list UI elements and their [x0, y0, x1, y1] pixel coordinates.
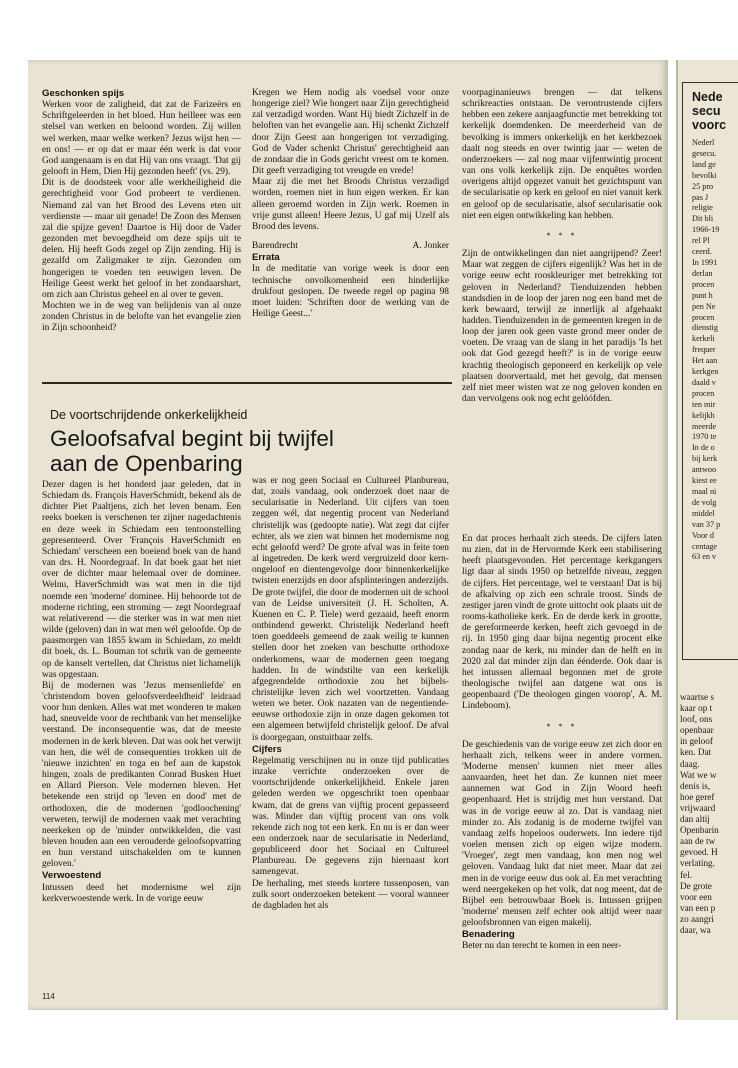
text-line: 25 pro — [692, 181, 714, 191]
text-line: procen — [692, 279, 715, 289]
text-line: daar, wa — [680, 924, 711, 935]
text-line: denis is, — [680, 780, 711, 791]
text-line: Openbarin — [680, 825, 719, 836]
paragraph: De geschiedenis van de vorige eeuw zet zich door en herhaalt zich, telkens weer in andere vormen. 'Moderne mensen' kunnen niet meer alles aanvaarden, heet het dan. Ze kunnen niet meer aannemen wat God in Zijn Woord heeft geopenbaard. Het is strijdig met hun verstand. Dat was in de vorige eeuw al zo. Dat is vandaag niet minder zo. Als zodanig is de moderne twijfel van vandaag zelfs hopeloos ouderwets. Inn iedere tijd voelen mensen zich op eigen wijze modern. 'Vroeger', zegt men vandaag, kon men nog wel geloven. Vandaag lukt dat niet meer. Maar dat zei men in de vorige eeuw dus ook al. En met verachting werd neergekeken op het volk, dat nog meent, dat de Bijbel een betrouwbaar Boek is. Intussen grijpen 'moderne' mensen zelf echter ook altijd weer naar geloofsbronnen van eigen makelij. — [462, 739, 662, 929]
section-separator: * * * — [546, 230, 578, 240]
adjacent-page — [676, 60, 738, 1020]
text-line: ten mir — [692, 399, 716, 409]
text-line: centage — [692, 541, 717, 551]
text-line: pen Ne — [692, 301, 716, 311]
text-line: daag. — [680, 758, 700, 769]
top-column-2 — [252, 88, 449, 424]
text-line: Nederl — [692, 138, 715, 147]
paragraph: Dezer dagen is het honderd jaar geleden, dat in Schiedam ds. François HaverSchmidt, bekend als de dichter Piet Paaltjens, zich het leven benam. Een reeks boeken is verschenen ter zijner nagedachtenis en deze week in Schiedam een tentoonstelling gepresenteerd. Over 'François HaverSchmidt en Schiedam' verscheen een boeiend boek van de hand van drs. H. Noordegraaf. In dat boek gaat het niet over de dichter maar helemaal over de dominee. Welnu, HaverSchmidt was wat men in die tijd noemde een 'moderne' dominee. Hij behoorde tot de moderne richting, een stroming — zegt Noordegraaf wat relativerend — die sterker was in wat men niet wilde (geloven) dan in wat men wél geloofde. Op de paasmorgen van 1855 kwam in Schiedam, zo meldt dit boek, ds. L. Bouman tot schrik van de gemeente op de kanselt vertellen, dat Christus niet lichamelijk was opgestaan. — [42, 480, 241, 680]
paragraph: En dat proces herhaalt zich steeds. De cijfers laten nu zien, dat in de Hervormde Kerk een stabilisering heeft plaatsgevonden. Het percentage kerkgangers ligt daar al sinds 1950 op hetzelfde niveau, zeggen de cijfers. Het percentage, wel te verstaan! Dat is bij de afkalving op zich een schrale troost. Sinds de zestiger jaren vindt de grote uittocht ook plaats uit de rooms-katholieke kerk. En de derde kerk in grootte, de gereformeerde kerken, heeft zich gevoegd in de rij. In 1950 ging daar bijna negentig procent elke zondag naar de kerk, nu minder dan de helft en in 2020 zal dat minder zijn dan éénderde. Ook daar is het intussen allemaal begonnen met de grote theologische twijfel aan datgene wat ons is geopenbaard ('De theologen gingen voorop', A. M. Lindeboom). — [462, 534, 662, 712]
section-heading: Geschonken spijs — [42, 88, 125, 99]
text-line: secu — [692, 104, 721, 118]
magazine-page — [28, 60, 668, 1010]
text-line: antwoo — [692, 465, 717, 475]
text-line: land ge — [692, 159, 716, 169]
text-line: 1966-19 — [692, 225, 720, 235]
text-line: maal ni — [692, 487, 717, 496]
article-column-2 — [252, 476, 449, 982]
text-line: daald v — [692, 377, 716, 387]
text-line: meerde — [692, 421, 717, 431]
article-column-1 — [42, 480, 241, 980]
paragraph: Maar zij die met het Broods Christus verzadigd worden, roemen niet in hun eigen werken. Er kan alleen geroemd worden in Zijn werk. Roemen in vrije gunst alleen! Heere Jezus, U gaf mij Uzelf als Brood des levens. — [252, 177, 449, 232]
text-line: bij kerk — [692, 454, 718, 464]
paragraph: Zijn de ontwikkelingen dan niet aangrijpend? Zeer! Maar wat zeggen de cijfers eigenlijk? Was het in de vorige eeuw echt rooskleuriger met betrekking tot geloven in Nederland? Tienduizenden hebben standsdien in de loop der jaren nog een band met de kerk bewaard, terwijl ze innerlijk al afgehaakt hadden. Tienduizenden in de gemeenten kregen in de loop der jaren ook geen vaste grond meer onder de voeten. De vraag van de slang in het paradijs 'Is het ook dat God gezegd heeft?' is in de vorige eeuw krachtig theologisch geponeerd en kerkelijk op vele plaatsen doorvertaald, met het gevolg, dat mensen zelf niet meer wisten wat ze nog geloven konden en dan vervolgens ook nog echt gelóófden. — [462, 249, 662, 405]
text-line: van 37 p — [692, 519, 721, 529]
text-line: voor een — [680, 891, 712, 902]
section-heading: Verwoestend — [42, 870, 102, 882]
text-line: pas J — [692, 192, 709, 202]
text-line: gevoed. H — [680, 847, 718, 858]
text-line: dan altij — [680, 814, 710, 825]
text-line: kerkeli — [692, 334, 715, 344]
text-line: punt h — [692, 290, 713, 300]
text-line: aan de tw — [680, 836, 716, 847]
paragraph: Kregen we Hem nodig als voedsel voor onze hongerige ziel? Wie hongert naar Zijn gerechtigheid zal verzadigd worden. Want Hij biedt Zichzelf in de beloften van het evangelie aan. Hij schenkt Zichzelf door Zijn Geest aan hongerigen tot verzadiging. God de Vader schenkt Christus' gerechtigheid aan de zondaar die in Gods gericht vreest om te komen. Dit geeft verzadiging tot vreugde en vrede! — [252, 88, 449, 177]
text-line: De grote — [680, 880, 712, 891]
paragraph: was er nog geen Sociaal en Cultureel Planbureau, dat, zoals vandaag, ook onderzoek doet naar de secularisatie in Nederland. Uit cijfers van toen zeggen wél, dat negentig procent van Nederland christelijk was (gedoopte natie). Wat zegt dat cijfer echter, als we zien wat binnen het modernisme nog echt geloofd werd? De grote afval was in feite toen al ingetreden. De kerk werd vergruizeld door kern-ongeloof en dientengevolge door binnenkerkelijke twisten enerzijds en door afsplinteringen anderzijds. De grote twijfel, die door de modernen uit de school van de Leidse universiteit (J. H. Scholten, A. Kuenen en C. P. Tiele) werd gezaaid, heeft enorm ontbindend gewerkt. Christelijk Nederland heeft toen goeddeels gemeend de zaak weilig te kunnen stellen door het zoeken van beschutte orthodoxe onderkomens, waar de modernen geen toegang hadden. In de windstilte van een kerkelijk afgegrendelde orthodoxie zou het bijbels-christelijke leven zich wel voortzetten. Vandaag weten we beter. Ook nazaten van de negentiende-eeuwse orthodoxie zijn in onze dagen gekomen tot een algemeen betwijfeld christelijk geloof. De afval is doorgegaan, onstuitbaar zelfs. — [252, 476, 449, 743]
text-line: Het aan — [692, 356, 718, 366]
article-headline: Geloofsafval begint bij twijfel aan de Openbaring — [50, 426, 334, 476]
paragraph: In de meditatie van vorige week is door een technische onvolkomenheid een hinderlijke drukfout geslopen. De tweede regel op pagina 98 moet luiden: 'Schriften door de werking van de Heilige Geest...' — [252, 264, 449, 319]
paragraph: Mochten we in de weg van belijdenis van al onze zonden Christus in de belofte van het evangelie zien in Zijn schoonheid? — [42, 300, 241, 334]
text-line: van een p — [680, 902, 716, 913]
paragraph: Beter nu dan terecht te komen in een neer- — [462, 941, 622, 952]
section-separator: * * * — [546, 721, 578, 731]
text-line: waartse s — [680, 692, 714, 702]
text-line: ceerd. — [692, 247, 712, 257]
signature-author: A. Jonker — [412, 241, 449, 252]
text-line: kiest ee — [692, 476, 717, 486]
text-line: vrijwaard — [680, 802, 716, 813]
text-line: hoe geref — [680, 791, 715, 802]
signature-place: Barendrecht — [252, 241, 298, 252]
paragraph: voorpaginanieuws brengen — dat telkens schrikreacties ontstaan. De verontrustende cijfers hebben een zekere aanjaagfunctie met betrekking tot kerkelijk doemdenken. De meerderheid van de bevolking is immers onkerkelijk en het kerkbezoek daalt nog steeds en over twintig jaar — weten de onderzoekers — zal nog maar vijfentwintig procent van ons volk kerkelijk zijn. De enquêtes worden overigens altijd opgezet vanuit het gezichtspunt van de secularisatie op kerk en geloof en niet vanuit kerk en geloof op de secularisatie, alsof secularisatie ook niet een eigen ontwikkeling kan hebben. — [462, 88, 662, 221]
text-line: 63 en v — [692, 552, 717, 562]
text-line: religie — [692, 203, 713, 213]
text-line: in geloof — [680, 736, 713, 747]
text-line: frequer — [692, 345, 716, 355]
paragraph: De herhaling, met steeds kortere tussenposen, van zulk soort onderzoeken betekent — vooral wanneer de dagbladen het als — [252, 878, 449, 911]
text-line: Voor d — [692, 530, 714, 540]
text-line: de volg — [692, 497, 717, 507]
text-line: procen — [692, 312, 715, 322]
text-line: procen — [692, 388, 715, 398]
sidebar-text — [692, 138, 720, 563]
text-line: Wat we w — [680, 769, 717, 780]
sidebar-heading — [692, 90, 726, 132]
text-line: derlan — [692, 268, 713, 278]
text-line: loof, ons — [680, 714, 713, 725]
text-line: middel — [692, 508, 715, 518]
text-line: verlating. — [680, 858, 715, 869]
article-kicker: De voortschrijdende onkerkelijkheid — [50, 408, 248, 422]
top-divider-rule — [42, 382, 452, 384]
text-line: bevolki — [692, 170, 717, 180]
section-heading: Cijfers — [252, 743, 282, 755]
paragraph: Bij de modernen was 'Jezus mensenliefde' en 'christendom boven geloofsverdeeldheid' leidraad voor hun denken. Alles wat met wonderen te maken had, sneuvelde voor de rechtbank van het menselijke verstand. De inconsequentie was, dat de meeste modernen in de kerk bleven. Dat was ook het verwijt van hen, die wél de consequenties trokken uit de 'nieuwe inzichten' en toga en bef aan de kapstok hingen, zoals de predikanten Conrad Busken Huet en Allard Pierson. Vele modernen bleven. Het betekende een strijd op 'leven en dood' met de orthodoxen, die de modernen 'godloochening' verweten, terwijl de modernen vaak met verachting neerkeken op de 'minder ontwikkelden, die vast bleven houden aan een verouderde geloofsopvatting en hun verstand uitschakelden om te kunnen geloven.' — [42, 680, 241, 870]
text-line: fel. — [680, 869, 692, 880]
article-column-3 — [462, 534, 662, 984]
text-line: In 1991 — [692, 257, 718, 267]
text-line: rel Pl — [692, 236, 710, 246]
paragraph: Werken voor de zaligheid, dat zat de Farizeërs en Schriftgeleerden in het bloed. Hun heilleer was een stelsel van werken en beloond worden. Zij willen wel werken, maar welke werken? Jezus wijst hen — en ons! — er op dat er maar één werk is dat voor God aangenaam is en dat Hij van ons vraagt. 'Dat gij gelooft in Hem, Dien Hij gezonden heeft' (vs. 29). — [42, 100, 241, 178]
top-column-1 — [42, 88, 241, 424]
text-line: In de o — [692, 443, 715, 453]
text-line: dienstig — [692, 323, 718, 333]
page-number: 114 — [42, 992, 55, 1001]
text-line: ken. Dat — [680, 747, 712, 758]
text-line: gesecu. — [692, 148, 717, 158]
signature-line — [252, 241, 449, 252]
text-line: kaar op t — [680, 703, 713, 714]
text-line: openbaar — [680, 725, 714, 736]
text-line: voorc — [692, 118, 727, 132]
paragraph: Regelmatig verschijnen nu in onze tijd publicaties inzake verrichte onderzoeken over de voortschrijdende onkerkelijkheid. Enkele jaren geleden werden we opgeschrikt toen openbaar kwam, dat de grens van vijftig procent gepasseerd was. Minder dan vijftig procent van ons volk rekende zich nog tot een kerk. En nu is er dan weer een onderzoek naar de secularisatie in Nederland, gepubliceerd door het Sociaal en Cultureel Planbureau. De gegevens zijn hiernaast kort samengevat. — [252, 755, 449, 878]
text-line: zo aangri — [680, 913, 714, 924]
adjacent-column-text — [680, 692, 719, 936]
text-line: kerkgen — [692, 367, 719, 377]
section-heading: Benadering — [462, 929, 515, 941]
paragraph: Intussen deed het modernisme wel zijn kerkverwoestende werk. In de vorige eeuw — [42, 882, 241, 904]
text-line: Dit bli — [692, 214, 714, 224]
text-line: 1970 te — [692, 432, 717, 442]
section-heading: Errata — [252, 252, 280, 264]
text-line: kelijkh — [692, 410, 715, 420]
text-line: Nede — [692, 90, 723, 104]
paragraph: Dit is de doodsteek voor alle werkheiligheid die gerechtigheid voor God probeert te verdienen. Niemand zal van het Brood des Levens eten uit verdienste — maar uit genade! De Zoon des Mensen zal die spijze geven! Daartoe is Hij door de Vader gezonden met bevoegdheid om deze spijs uit te delen. Hij heeft Gods zegel op Zijn zending. Hij is gezalfd om Zaligmaker te zijn. Gezonden om hongerigen te voeden ten eeuwigen leven. De Heilige Geest werkt het geloof in het zondaarshart, om zich aan Christus geheel en al over te geven. — [42, 178, 241, 300]
top-column-3 — [462, 88, 662, 528]
